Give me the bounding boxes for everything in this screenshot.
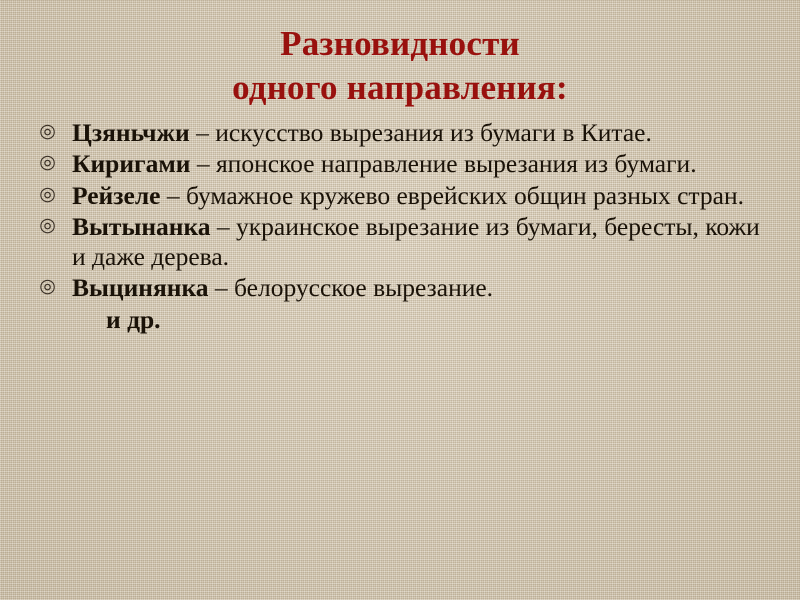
list-item-text: – белорусское вырезание.	[208, 273, 494, 303]
title-line-1: Разновидности	[280, 24, 520, 63]
bullet-marker-icon: ◎	[39, 183, 56, 205]
list-tail-text: и др.	[106, 304, 161, 334]
list-item	[34, 273, 774, 303]
bullet-marker-icon: ◎	[39, 215, 56, 237]
list-item	[34, 181, 774, 211]
list-item-text: – украинское вырезание из бумаги, бересты, кожи и даже дерева.	[72, 212, 760, 271]
list-item-term: Вытынанка	[72, 212, 211, 242]
page-title	[0, 0, 800, 110]
list-item	[34, 118, 774, 148]
list-item-term: Цзяньчжи	[72, 117, 190, 147]
list-item-text: – японское направление вырезания из бумаги.	[190, 149, 697, 179]
list-item-text: – бумажное кружево еврейских общин разных стран.	[160, 180, 744, 210]
bullet-marker-icon: ◎	[39, 152, 56, 174]
list-item-text: – искусство вырезания из бумаги в Китае.	[189, 117, 652, 147]
bullet-marker-icon: ◎	[39, 276, 56, 298]
list-item	[34, 212, 774, 271]
bullet-list	[0, 118, 800, 335]
title-line-2: одного направления:	[232, 67, 568, 107]
bullet-marker-icon: ◎	[39, 120, 56, 142]
list-item-term: Киригами	[72, 149, 191, 179]
list-item	[34, 149, 774, 179]
list-item-term: Рейзеле	[72, 180, 161, 210]
list-item-term: Выцинянка	[72, 273, 209, 303]
